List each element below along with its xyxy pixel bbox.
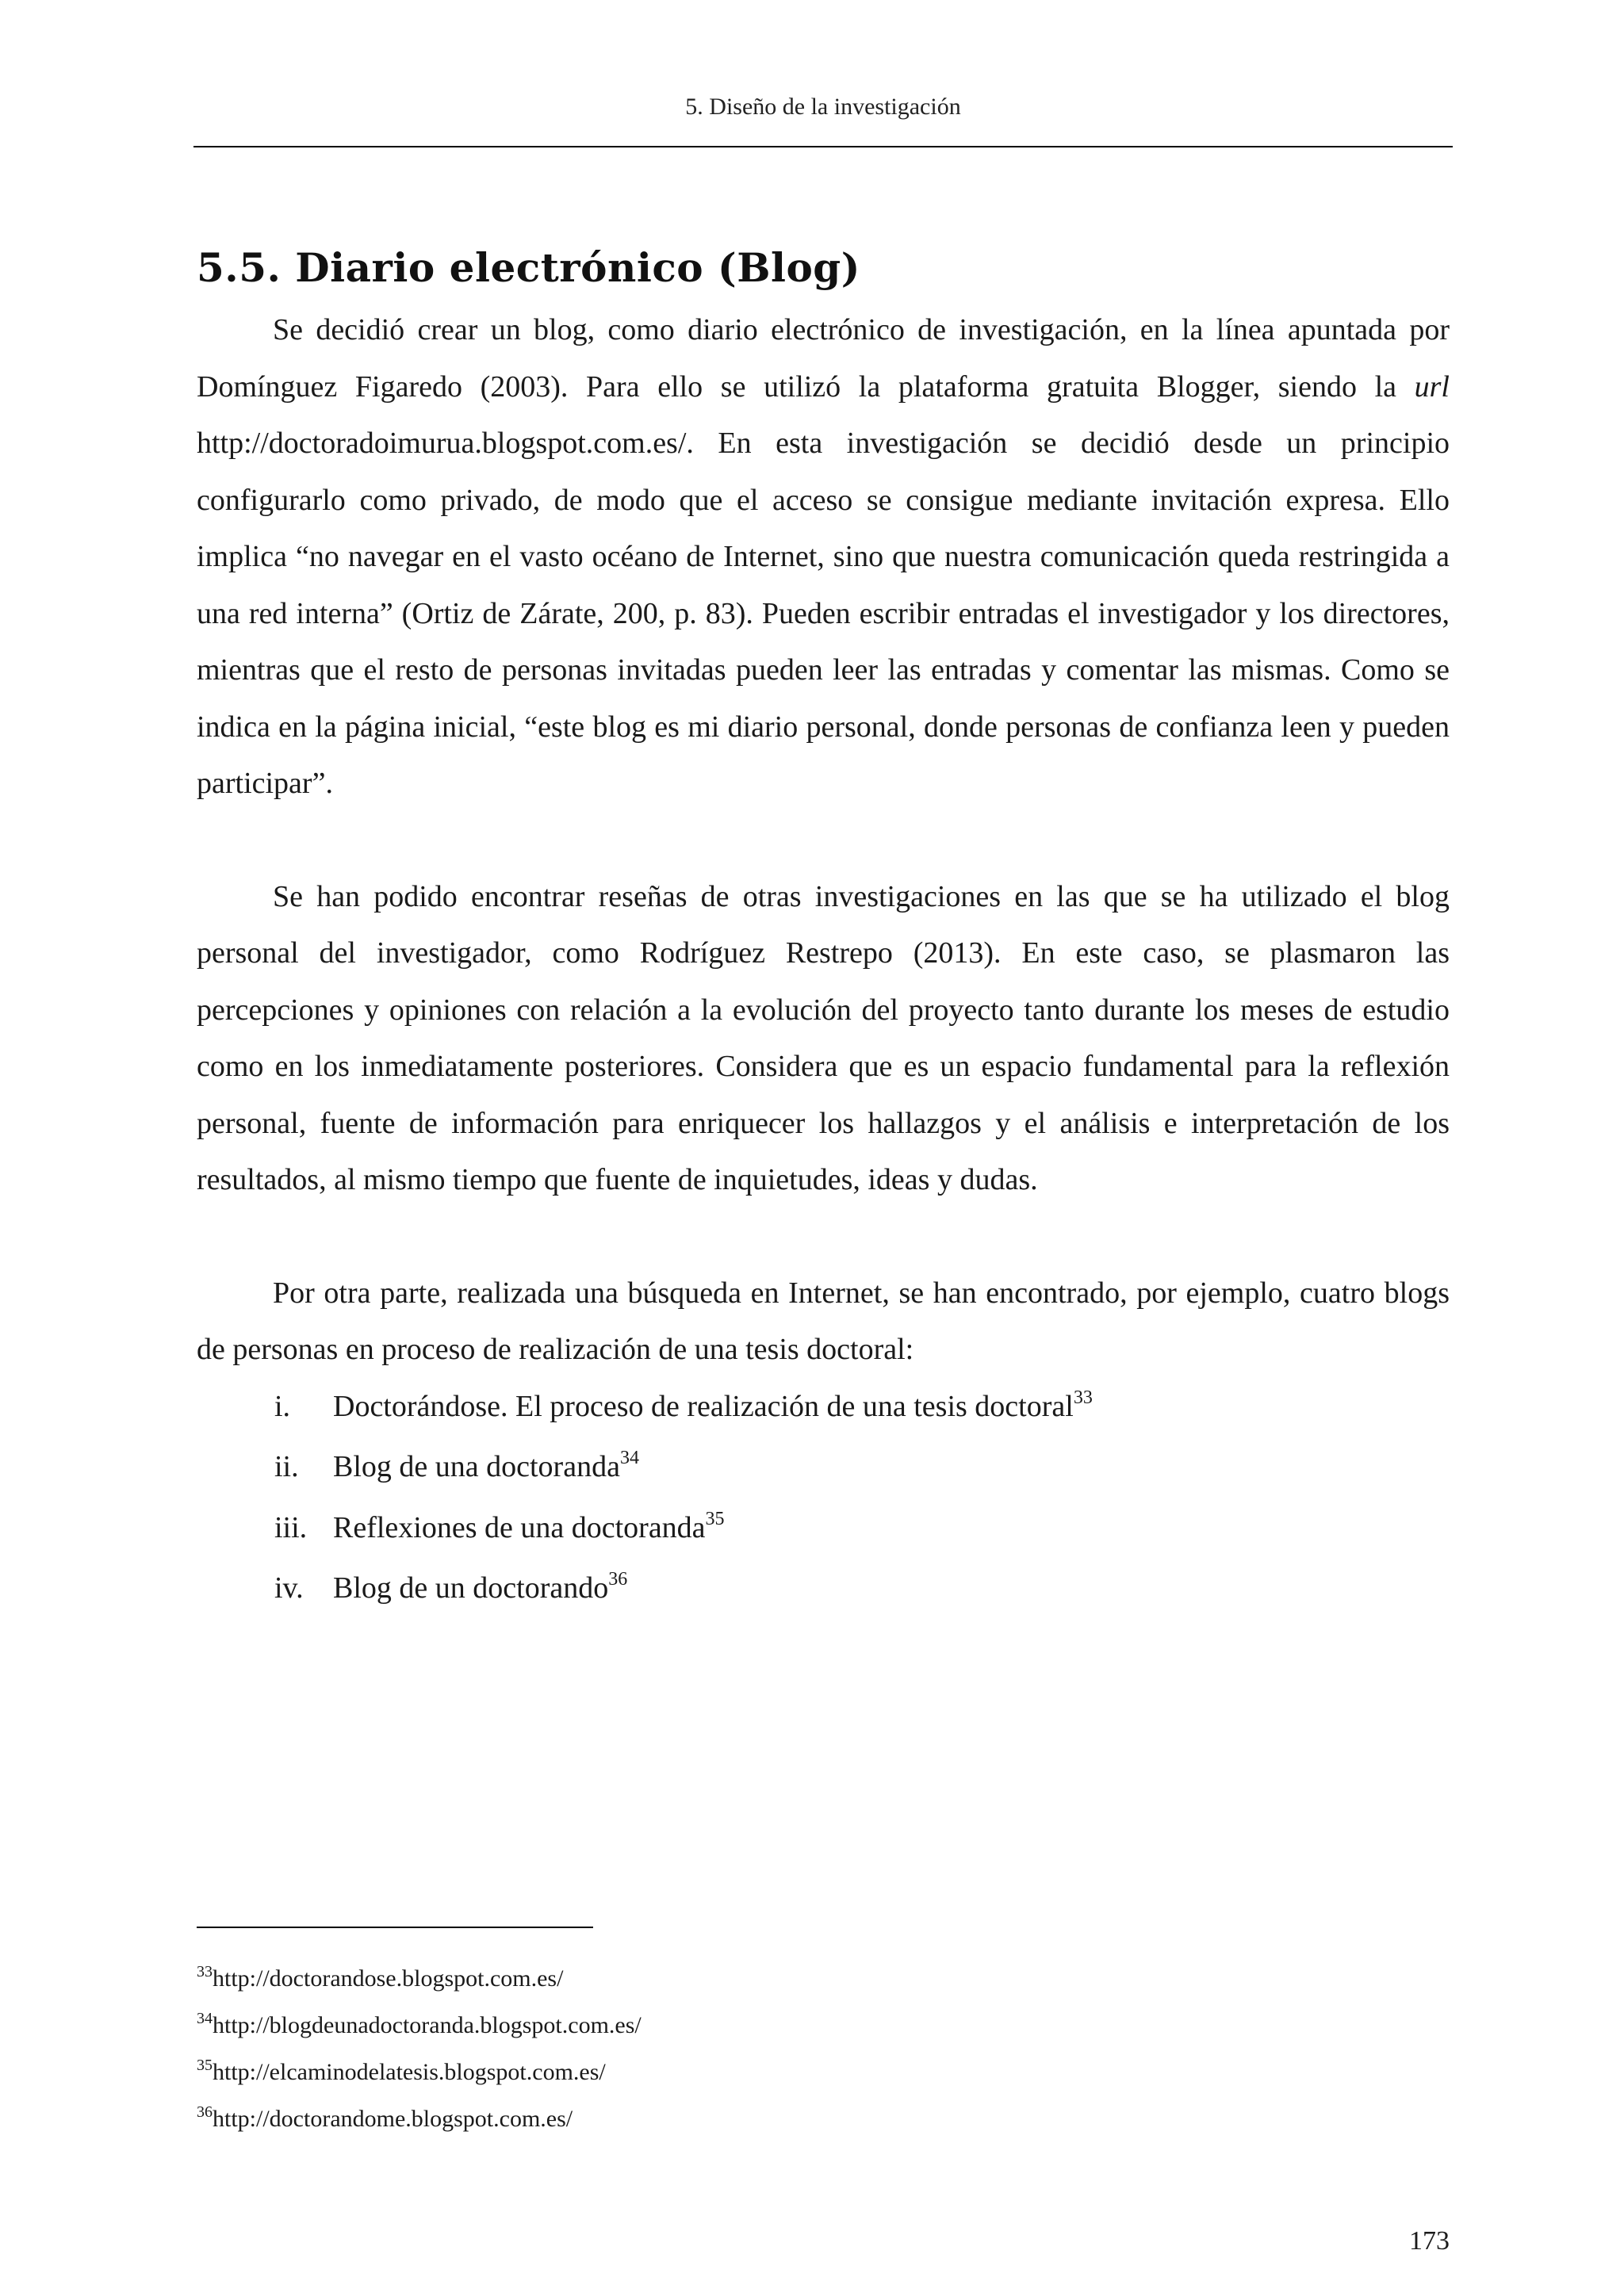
paragraph-1-text-a: Se decidió crear un blog, como diario electrónico de investigación, en la línea apuntada por Domínguez Figaredo (2003). Para ello se utilizó la plataforma gratuita Blogger, siendo la [197, 313, 1450, 404]
blog-list [197, 1379, 1450, 1621]
list-item-number: iv. [274, 1571, 304, 1605]
page-number: 173 [1409, 2226, 1450, 2256]
footnote-link[interactable]: http://doctorandome.blogspot.com.es/ [213, 2106, 573, 2132]
footnote [197, 1957, 1450, 2003]
list-item [197, 1379, 1450, 1440]
footnote [197, 2050, 1450, 2097]
list-item-text: Blog de un doctorando [333, 1571, 609, 1605]
paragraph-1-text-b: http://doctoradoimurua.blogspot.com.es/. En esta investigación se decidió desde un principio configurarlo como privado, de modo que el acceso se consigue mediante invitación expresa. Ello implica “no navegar en el vasto océano de Internet, sino que nuestra comunicación queda restringida a una red interna” (Ortiz de Zárate, 200, p. 83). Pueden escribir entradas el investigador y los directores, mientras que el resto de personas invitadas pueden leer las entradas y comentar las mismas. Como se indica en la página inicial, “este blog es mi diario personal, donde personas de confianza leen y pueden participar”. [197, 427, 1450, 800]
paragraph-2: Se han podido encontrar reseñas de otras investigaciones en las que se ha utilizado el blog personal del investigador, como Rodríguez Restrepo (2013). En este caso, se plasmaron las percepciones y opiniones con relación a la evolución del proyecto tanto durante los meses de estudio como en los inmediatamente posteriores. Considera que es un espacio fundamental para la reflexión personal, fuente de información para enriquecer los hallazgos y el análisis e interpretación de los resultados, al mismo tiempo que fuente de inquietudes, ideas y dudas. [197, 879, 1450, 1196]
section-title: 5.5. Diario electrónico (Blog) [197, 244, 860, 291]
list-item [197, 1500, 1450, 1561]
paragraph-1 [197, 302, 1450, 813]
url-word: url [1414, 369, 1450, 404]
list-item [197, 1560, 1450, 1621]
footnote [197, 2097, 1450, 2144]
header-rule [193, 146, 1453, 147]
list-item [197, 1439, 1450, 1500]
paragraph-3: Por otra parte, realizada una búsqueda en Internet, se han encontrado, por ejemplo, cuatro blogs de personas en proceso de realización de una tesis doctoral: [197, 1276, 1450, 1366]
running-header: 5. Diseño de la investigación [685, 94, 961, 120]
list-item-number: ii. [274, 1450, 299, 1483]
list-item-text: Reflexiones de una doctoranda [333, 1510, 706, 1544]
footnote-ref[interactable]: 33 [1073, 1387, 1093, 1408]
footnote-link[interactable]: http://doctorandose.blogspot.com.es/ [213, 1965, 564, 1992]
footnote-number: 36 [197, 2103, 213, 2121]
footnote-number: 33 [197, 1963, 213, 1980]
footnote [197, 2003, 1450, 2050]
list-item-number: iii. [274, 1510, 308, 1544]
footnote-rule [197, 1927, 593, 1928]
footnotes [197, 1957, 1450, 2144]
list-item-text: Doctorándose. El proceso de realización de una tesis doctoral [333, 1389, 1074, 1423]
footnote-link[interactable]: http://blogdeunadoctoranda.blogspot.com.es/ [213, 2012, 642, 2038]
footnote-ref[interactable]: 34 [619, 1448, 639, 1468]
footnote-number: 35 [197, 2057, 213, 2074]
footnote-number: 34 [197, 2010, 213, 2027]
footnote-ref[interactable]: 36 [608, 1569, 628, 1590]
list-item-text: Blog de una doctoranda [333, 1450, 620, 1483]
page-content [197, 244, 1450, 1621]
footnote-ref[interactable]: 35 [705, 1508, 725, 1529]
list-item-number: i. [274, 1389, 291, 1423]
footnote-link[interactable]: http://elcaminodelatesis.blogspot.com.es/ [213, 2059, 606, 2085]
